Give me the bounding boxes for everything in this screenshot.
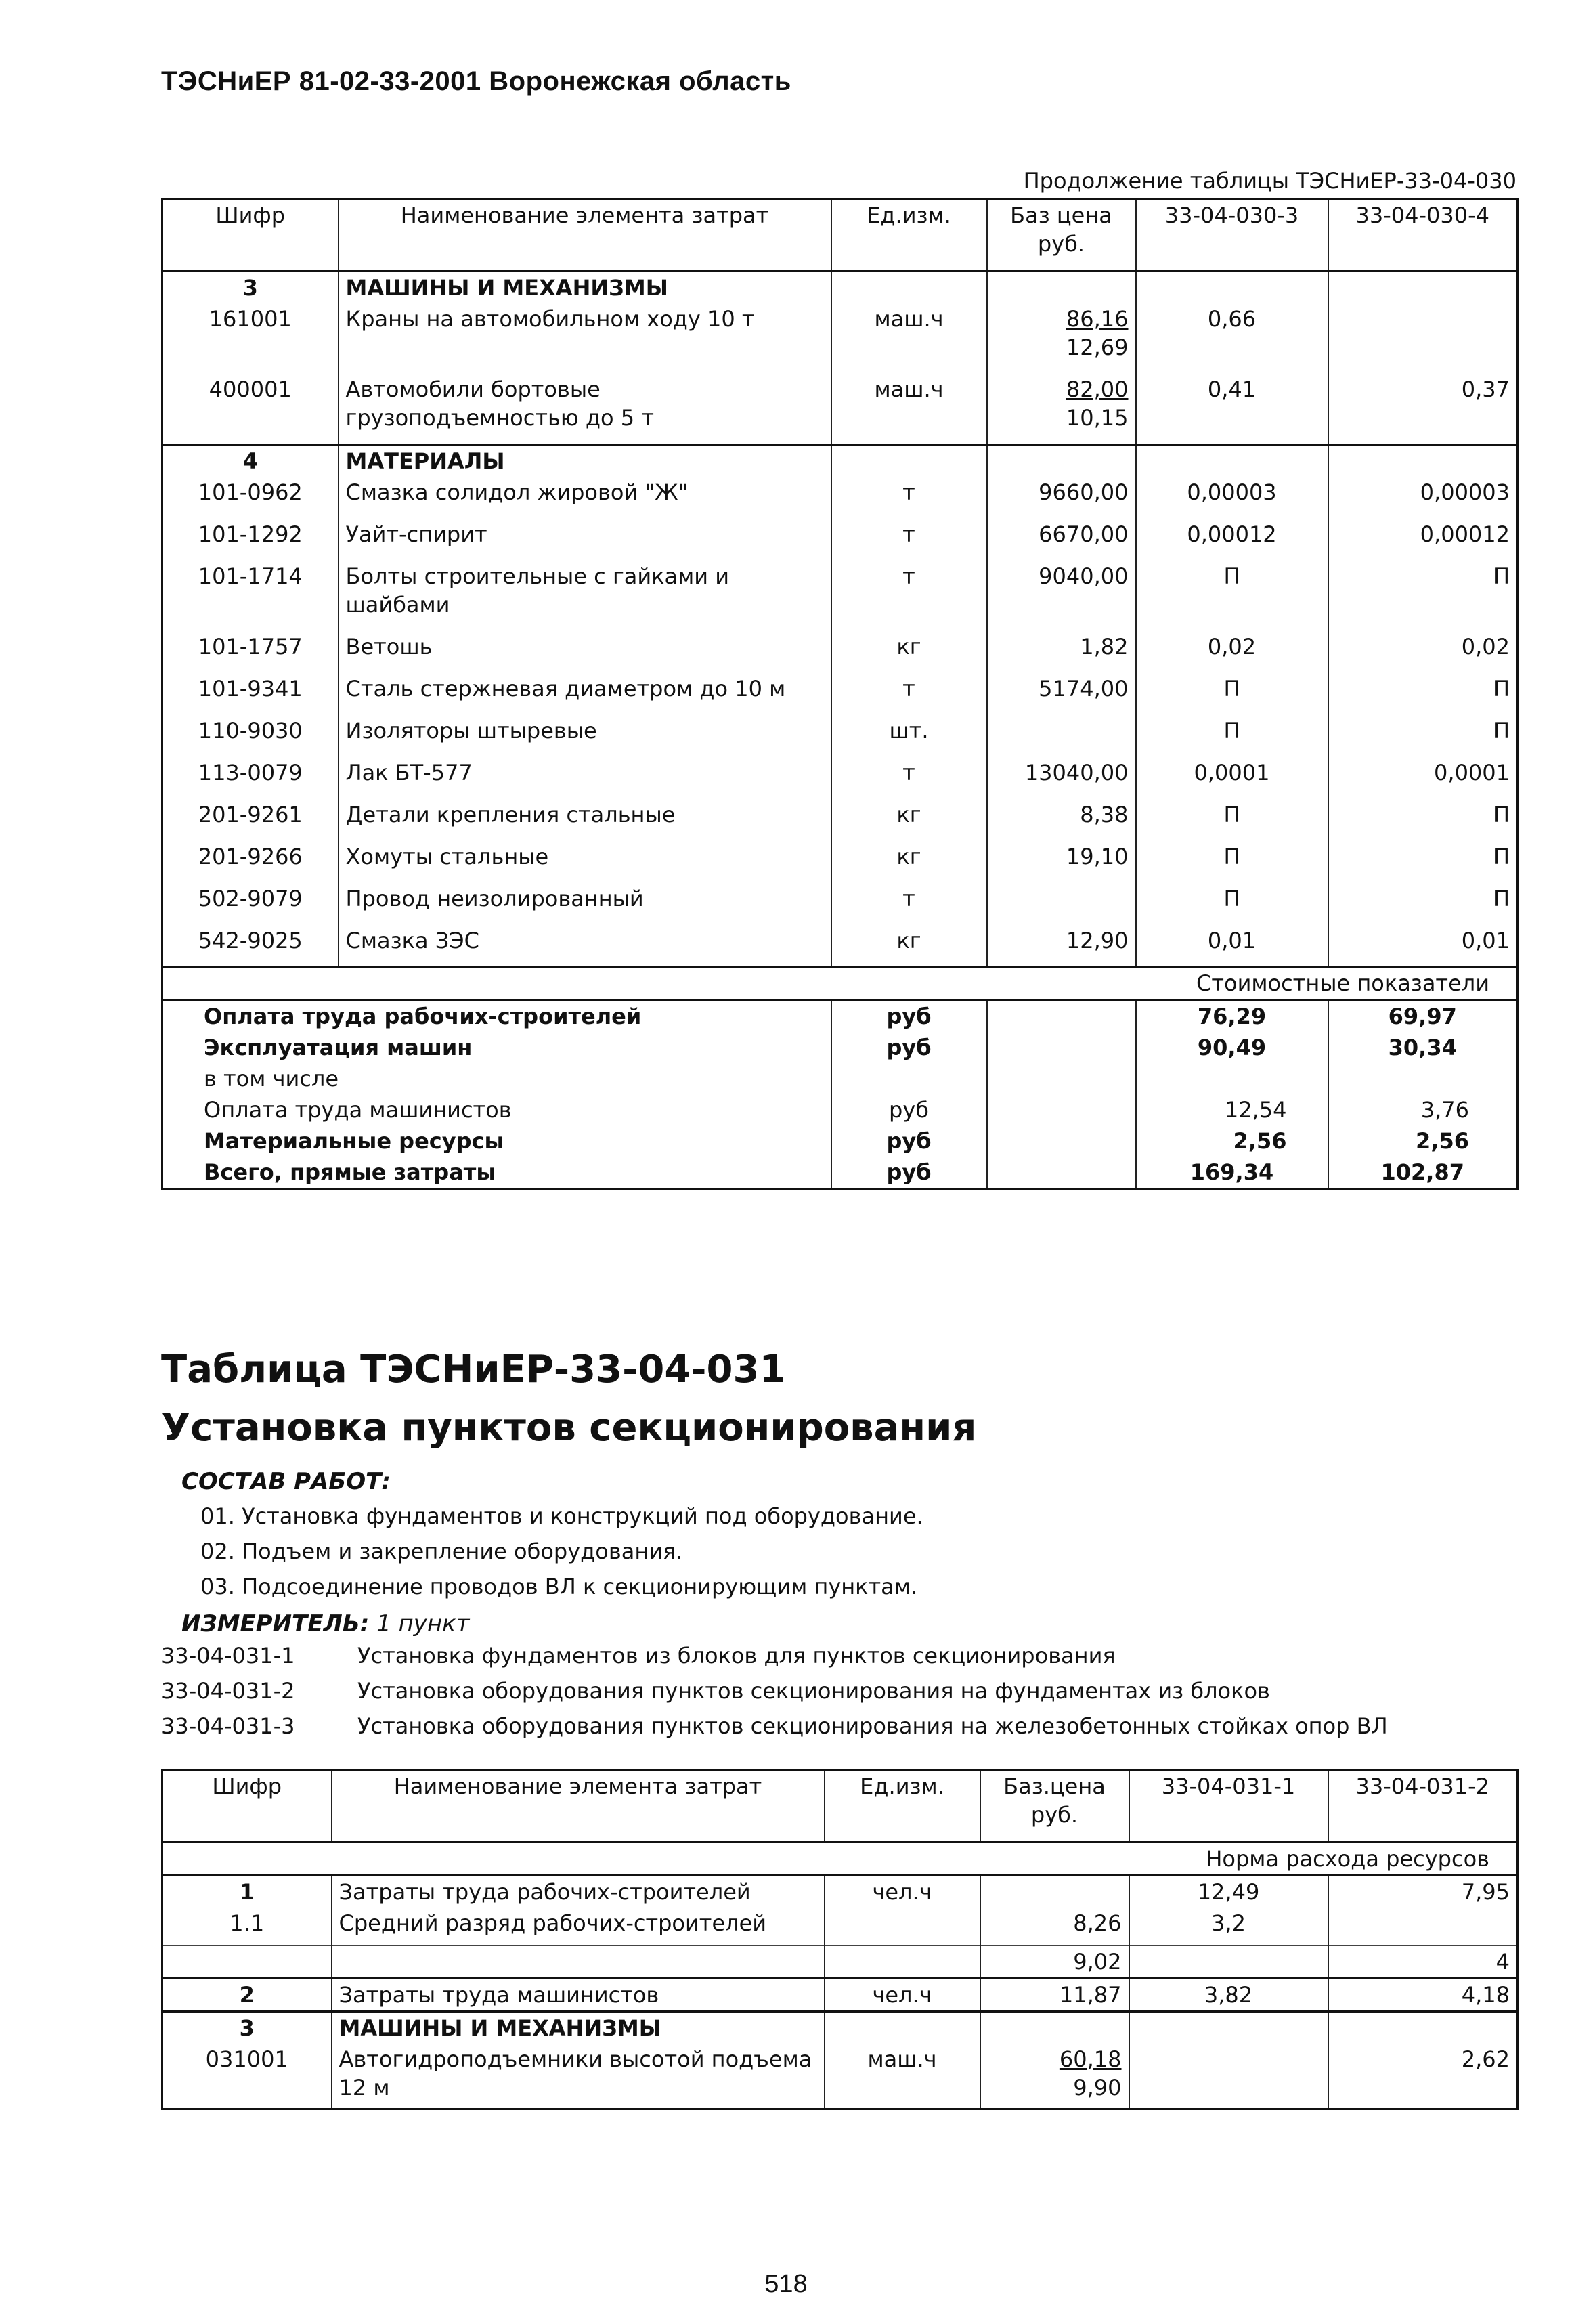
cost-name: Всего, прямые затраты xyxy=(204,1159,496,1185)
row-name: Ветошь xyxy=(339,631,831,673)
row-code: 031001 xyxy=(205,2046,288,2072)
row-value-2: П xyxy=(1328,799,1518,841)
cost-row xyxy=(162,1063,1518,1094)
table-row xyxy=(162,925,1518,967)
col-header-norm-2: 33-04-031-2 xyxy=(1328,1770,1518,1843)
cost-name: Эксплуатация машин xyxy=(204,1035,473,1060)
row-name: Автогидроподъемники высотой подъема 12 м xyxy=(332,2044,825,2109)
cost-value-2: 2,56 xyxy=(1328,1125,1518,1157)
work-step: 02. Подъем и закрепление оборудования. xyxy=(200,1538,683,1564)
row-price: 9,02 xyxy=(980,1945,1129,1979)
measure-label: ИЗМЕРИТЕЛЬ: xyxy=(181,1610,370,1637)
cost-unit: руб xyxy=(831,1094,987,1125)
row-price: 8,26 xyxy=(980,1908,1129,1945)
row-unit: кг xyxy=(831,631,987,673)
table-row xyxy=(162,715,1518,757)
row-code: 542-9025 xyxy=(198,927,303,953)
row-value-2: 0,02 xyxy=(1328,631,1518,673)
row-name: Детали крепления стальные xyxy=(339,799,831,841)
table-row xyxy=(162,883,1518,925)
row-price xyxy=(980,1876,1129,1908)
row-value-2: П xyxy=(1328,883,1518,925)
row-value-2: П xyxy=(1328,561,1518,631)
row-price: 11,87 xyxy=(980,1979,1129,2012)
row-value-1: 3,82 xyxy=(1129,1979,1328,2012)
row-price xyxy=(987,883,1136,925)
norm-caption: Норма расхода ресурсов xyxy=(1206,1846,1489,1872)
row-code: 101-1714 xyxy=(198,563,303,589)
row-name: Провод неизолированный xyxy=(339,883,831,925)
row-unit: т xyxy=(831,673,987,715)
table-row xyxy=(162,303,1518,374)
row-code: 1 xyxy=(162,1876,332,1908)
cost-value-1: 169,34 xyxy=(1136,1157,1328,1189)
work-step: 03. Подсоединение проводов ВЛ к секционирующим пунктам. xyxy=(200,1574,918,1599)
row-value-2: 7,95 xyxy=(1328,1876,1518,1908)
row-value-1: П xyxy=(1136,561,1328,631)
row-value-2: П xyxy=(1328,715,1518,757)
row-unit: шт. xyxy=(831,715,987,757)
cost-value-1: 90,49 xyxy=(1136,1032,1328,1063)
cost-unit: руб xyxy=(831,1000,987,1033)
table-row xyxy=(162,799,1518,841)
row-code: 110-9030 xyxy=(198,717,303,744)
cost-caption: Стоимостные показатели xyxy=(162,967,1518,1000)
section-name: МАШИНЫ И МЕХАНИЗМЫ xyxy=(339,272,831,304)
row-unit: т xyxy=(831,757,987,799)
section-code: 4 xyxy=(162,444,339,477)
table-row xyxy=(162,2044,1518,2109)
table-continuation-label: Продолжение таблицы ТЭСНиЕР-33-04-030 xyxy=(1023,168,1516,194)
section-row xyxy=(162,444,1518,477)
cost-value-2 xyxy=(1328,1063,1518,1094)
cost-name: в том числе xyxy=(204,1066,339,1092)
row-price: 1,82 xyxy=(987,631,1136,673)
row-unit: кг xyxy=(831,925,987,967)
row-value-1: 0,00003 xyxy=(1136,477,1328,519)
work-composition-label: СОСТАВ РАБОТ: xyxy=(181,1468,391,1495)
col-header-name: Наименование элемента затрат xyxy=(332,1770,825,1843)
table-row xyxy=(162,519,1518,561)
measure-value: 1 пункт xyxy=(376,1610,470,1637)
work-step: 01. Установка фундаментов и конструкций под оборудование. xyxy=(200,1503,923,1529)
row-price: 9660,00 xyxy=(987,477,1136,519)
cost-unit xyxy=(831,1063,987,1094)
row-value-1: П xyxy=(1136,841,1328,883)
row-name: Изоляторы штыревые xyxy=(339,715,831,757)
row-code: 1.1 xyxy=(230,1910,265,1936)
table-row xyxy=(162,561,1518,631)
table-header-row xyxy=(162,199,1518,272)
row-value-1 xyxy=(1129,2044,1328,2109)
row-unit: кг xyxy=(831,841,987,883)
cost-value-2: 102,87 xyxy=(1328,1157,1518,1189)
row-value-2: 0,00003 xyxy=(1328,477,1518,519)
row-value-2: 4,18 xyxy=(1328,1979,1518,2012)
section-code: 3 xyxy=(162,2012,332,2044)
section-name: МАТЕРИАЛЫ xyxy=(339,444,831,477)
row-code: 2 xyxy=(162,1979,332,2012)
row-value-2: 0,0001 xyxy=(1328,757,1518,799)
cost-unit: руб xyxy=(831,1157,987,1189)
row-price: 86,16 12,69 xyxy=(987,303,1136,374)
col-header-unit: Ед.изм. xyxy=(831,199,987,272)
norm-desc: Установка оборудования пунктов секционирования на железобетонных стойках опор ВЛ xyxy=(357,1713,1388,1739)
cost-value-1: 2,56 xyxy=(1136,1125,1328,1157)
cost-name: Оплата труда рабочих-строителей xyxy=(162,1000,831,1033)
norm-code: 33-04-031-1 xyxy=(161,1643,295,1669)
row-name: Хомуты стальные xyxy=(339,841,831,883)
row-price: 12,90 xyxy=(987,925,1136,967)
cost-row xyxy=(162,1032,1518,1063)
row-unit: кг xyxy=(831,799,987,841)
cost-value-2: 30,34 xyxy=(1328,1032,1518,1063)
row-name: Автомобили бортовые грузоподъемностью до 5 т xyxy=(339,374,831,444)
measure-line xyxy=(181,1610,469,1637)
table-row xyxy=(162,1979,1518,2012)
col-header-price: Баз.цена руб. xyxy=(980,1770,1129,1843)
row-value-1: 0,02 xyxy=(1136,631,1328,673)
row-code: 400001 xyxy=(209,376,292,402)
norm-code-line xyxy=(161,1713,1388,1739)
page-number: 518 xyxy=(764,2270,808,2298)
row-code: 101-0962 xyxy=(198,479,303,505)
norm-code-line xyxy=(161,1678,1270,1704)
table-header-row xyxy=(162,1770,1518,1843)
row-value-2: 4 xyxy=(1328,1945,1518,1979)
row-value-1: П xyxy=(1136,673,1328,715)
row-name: Смазка солидол жировой "Ж" xyxy=(339,477,831,519)
section-code: 3 xyxy=(242,275,258,301)
row-value-2 xyxy=(1328,1908,1518,1945)
row-price: 82,00 10,15 xyxy=(987,374,1136,444)
section-row xyxy=(162,2012,1518,2044)
cost-value-1: 12,54 xyxy=(1136,1094,1328,1125)
col-header-name: Наименование элемента затрат xyxy=(339,199,831,272)
row-unit: маш.ч xyxy=(831,303,987,374)
cost-name: Оплата труда машинистов xyxy=(204,1097,512,1123)
row-unit: т xyxy=(831,519,987,561)
row-code: 101-9341 xyxy=(198,675,303,702)
row-unit: т xyxy=(831,883,987,925)
row-name: Затраты труда рабочих-строителей xyxy=(332,1876,825,1908)
cost-value-2: 69,97 xyxy=(1328,1000,1518,1033)
row-value-2: 0,01 xyxy=(1328,925,1518,967)
row-name: Лак БТ-577 xyxy=(339,757,831,799)
cost-caption-row xyxy=(162,967,1518,1000)
col-header-code: Шифр xyxy=(162,199,339,272)
row-value-1: 3,2 xyxy=(1129,1908,1328,1945)
row-value-2: П xyxy=(1328,841,1518,883)
row-unit: т xyxy=(831,561,987,631)
row-price xyxy=(987,715,1136,757)
col-header-price: Баз цена руб. xyxy=(987,199,1136,272)
row-code: 502-9079 xyxy=(198,885,303,911)
row-unit: маш.ч xyxy=(831,374,987,444)
table-row xyxy=(162,1876,1518,1908)
norm-desc: Установка фундаментов из блоков для пунктов секционирования xyxy=(357,1643,1116,1669)
table-row xyxy=(162,1908,1518,1945)
cost-value-1 xyxy=(1136,1063,1328,1094)
row-unit: чел.ч xyxy=(825,1979,980,2012)
norm-code: 33-04-031-3 xyxy=(161,1713,295,1739)
table-row xyxy=(162,841,1518,883)
norm-caption-row xyxy=(162,1843,1518,1876)
cost-row xyxy=(162,1094,1518,1125)
norm-code-line xyxy=(161,1643,1116,1669)
row-value-1: 0,01 xyxy=(1136,925,1328,967)
row-unit: чел.ч xyxy=(825,1876,980,1908)
row-code: 101-1292 xyxy=(198,521,303,547)
table-row xyxy=(162,374,1518,444)
row-price: 60,18 9,90 xyxy=(980,2044,1129,2109)
resource-table-030 xyxy=(161,198,1519,1190)
section-row xyxy=(162,272,1518,304)
row-value-2: П xyxy=(1328,673,1518,715)
row-name: Уайт-спирит xyxy=(339,519,831,561)
row-value-1: П xyxy=(1136,883,1328,925)
row-value-1: 0,0001 xyxy=(1136,757,1328,799)
row-price: 5174,00 xyxy=(987,673,1136,715)
row-price: 13040,00 xyxy=(987,757,1136,799)
row-value-1: 0,00012 xyxy=(1136,519,1328,561)
row-unit: т xyxy=(831,477,987,519)
page-header: ТЭСНиЕР 81-02-33-2001 Воронежская область xyxy=(161,66,791,96)
cost-row xyxy=(162,1000,1518,1033)
row-value-1: 12,49 xyxy=(1129,1876,1328,1908)
col-header-norm-1: 33-04-031-1 xyxy=(1129,1770,1328,1843)
row-value-1: П xyxy=(1136,715,1328,757)
col-header-unit: Ед.изм. xyxy=(825,1770,980,1843)
row-price: 6670,00 xyxy=(987,519,1136,561)
row-code: 201-9261 xyxy=(198,801,303,827)
table-row xyxy=(162,1945,1518,1979)
row-code: 113-0079 xyxy=(198,759,303,786)
col-header-norm-2: 33-04-030-4 xyxy=(1328,199,1518,272)
cost-row xyxy=(162,1157,1518,1189)
table-row xyxy=(162,757,1518,799)
row-name: Смазка ЗЭС xyxy=(339,925,831,967)
section-subtitle: Установка пунктов секционирования xyxy=(161,1406,977,1450)
row-name: Затраты труда машинистов xyxy=(332,1979,825,2012)
cost-unit: руб xyxy=(831,1125,987,1157)
row-name: Средний разряд рабочих-строителей xyxy=(332,1908,825,1945)
norm-desc: Установка оборудования пунктов секционирования на фундаментах из блоков xyxy=(357,1678,1270,1704)
row-value-1: 0,41 xyxy=(1136,374,1328,444)
row-unit: маш.ч xyxy=(825,2044,980,2109)
row-name: Краны на автомобильном ходу 10 т xyxy=(339,303,831,374)
cost-value-2: 3,76 xyxy=(1328,1094,1518,1125)
row-value-1: 0,66 xyxy=(1136,303,1328,374)
table-row xyxy=(162,673,1518,715)
row-price: 19,10 xyxy=(987,841,1136,883)
row-value-2: 0,37 xyxy=(1328,374,1518,444)
section-title: Таблица ТЭСНиЕР-33-04-031 xyxy=(161,1348,786,1392)
cost-row xyxy=(162,1125,1518,1157)
cost-name: Материальные ресурсы xyxy=(204,1128,504,1154)
row-code: 201-9266 xyxy=(198,843,303,869)
row-unit xyxy=(825,1908,980,1945)
row-value-2: 0,00012 xyxy=(1328,519,1518,561)
col-header-code: Шифр xyxy=(162,1770,332,1843)
norm-code: 33-04-031-2 xyxy=(161,1678,295,1704)
row-value-2: 2,62 xyxy=(1328,2044,1518,2109)
row-price: 8,38 xyxy=(987,799,1136,841)
row-value-1: П xyxy=(1136,799,1328,841)
cost-value-1: 76,29 xyxy=(1136,1000,1328,1033)
row-name: Сталь стержневая диаметром до 10 м xyxy=(339,673,831,715)
row-price: 9040,00 xyxy=(987,561,1136,631)
col-header-norm-1: 33-04-030-3 xyxy=(1136,199,1328,272)
table-row xyxy=(162,477,1518,519)
row-name: Болты строительные с гайками и шайбами xyxy=(339,561,831,631)
row-value-2 xyxy=(1328,303,1518,374)
row-code: 161001 xyxy=(209,306,292,332)
cost-unit: руб xyxy=(831,1032,987,1063)
table-row xyxy=(162,631,1518,673)
row-code: 101-1757 xyxy=(198,633,303,660)
section-name: МАШИНЫ И МЕХАНИЗМЫ xyxy=(332,2012,825,2044)
resource-table-031 xyxy=(161,1769,1519,2110)
